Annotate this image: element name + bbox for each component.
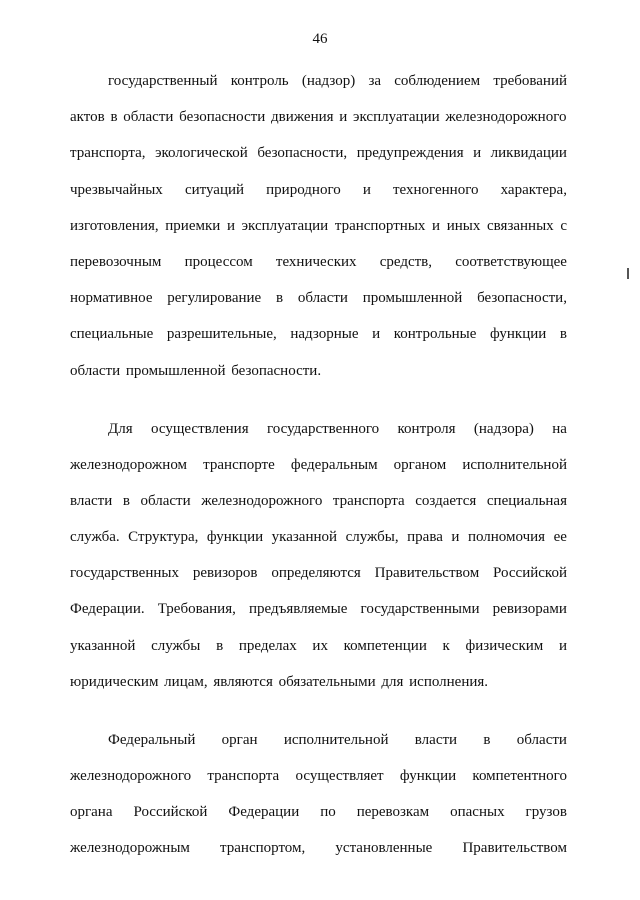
word: юридическим лицам, являются обязательными для исполнения. bbox=[70, 673, 489, 690]
word: в bbox=[559, 326, 567, 343]
word: Требования, bbox=[157, 601, 236, 618]
word: актов в области безопасности движения и эксплуатации железнодорожного bbox=[70, 109, 567, 126]
word: службы, bbox=[345, 529, 399, 546]
text-line bbox=[70, 215, 567, 237]
word: разрешительные, bbox=[166, 326, 277, 343]
word: Правительством bbox=[374, 565, 480, 582]
text-line bbox=[70, 765, 567, 787]
word: и bbox=[432, 217, 441, 234]
word: иных bbox=[446, 217, 481, 234]
word: связанных bbox=[487, 217, 554, 234]
word: природного bbox=[266, 181, 341, 198]
word: грузов bbox=[525, 804, 567, 821]
word: надзорные bbox=[290, 326, 359, 343]
word: власти bbox=[414, 731, 458, 748]
text-line bbox=[70, 671, 567, 693]
text-line bbox=[70, 360, 567, 382]
word: приемки bbox=[165, 217, 221, 234]
word: Федерации. bbox=[70, 601, 145, 618]
word: перевозочным bbox=[70, 253, 162, 270]
word: Российской bbox=[493, 565, 567, 582]
word: эксплуатации bbox=[241, 217, 329, 234]
word: в bbox=[483, 731, 491, 748]
word: (надзора) bbox=[473, 420, 534, 437]
text-line bbox=[70, 526, 567, 548]
word: Российской bbox=[133, 804, 208, 821]
text-line bbox=[70, 323, 567, 345]
word: средств, bbox=[379, 253, 433, 270]
word: железнодорожного bbox=[201, 492, 323, 509]
word: Для bbox=[108, 420, 133, 437]
word: транспортных bbox=[334, 217, 426, 234]
word: чрезвычайных bbox=[70, 181, 163, 198]
text-line bbox=[70, 635, 567, 657]
word: указанной bbox=[70, 637, 136, 654]
text-line bbox=[70, 562, 567, 584]
word: изготовления, bbox=[70, 217, 159, 234]
word: и bbox=[372, 326, 381, 343]
word: органа bbox=[70, 804, 113, 821]
text-line bbox=[70, 179, 567, 201]
word: федеральным bbox=[290, 456, 378, 473]
word: технических bbox=[275, 253, 357, 270]
word: транспорта bbox=[332, 492, 405, 509]
word: и bbox=[451, 529, 460, 546]
word: контрольные bbox=[393, 326, 477, 343]
text-line bbox=[70, 251, 567, 273]
text-line bbox=[70, 490, 567, 512]
word: за bbox=[368, 73, 382, 89]
text-line bbox=[70, 729, 567, 751]
word: компетенции bbox=[343, 637, 427, 654]
word: ситуаций bbox=[184, 181, 245, 198]
word: функции bbox=[206, 529, 264, 546]
text-line bbox=[70, 598, 567, 620]
word: транспорте bbox=[203, 456, 275, 473]
word: характера, bbox=[500, 181, 567, 198]
word: соблюдением bbox=[394, 73, 481, 89]
word: (надзор) bbox=[301, 73, 356, 89]
word: и bbox=[558, 637, 567, 654]
word: государственных bbox=[70, 565, 179, 582]
word: функции bbox=[490, 326, 547, 343]
word: компетентного bbox=[472, 768, 567, 784]
word: экологической bbox=[155, 145, 248, 162]
word: физическим bbox=[465, 637, 544, 654]
word: области bbox=[297, 290, 348, 307]
word: с bbox=[560, 217, 567, 234]
word: соответствующее bbox=[455, 253, 567, 270]
word: транспорта, bbox=[70, 145, 146, 162]
word: государственного bbox=[267, 420, 380, 437]
text-line bbox=[70, 837, 567, 859]
word: в bbox=[216, 637, 224, 654]
word: процессом bbox=[184, 253, 253, 270]
word: безопасности, bbox=[257, 145, 348, 162]
word: ревизорами bbox=[492, 601, 567, 618]
word: функции bbox=[399, 768, 457, 784]
word: опасных bbox=[450, 804, 505, 821]
word: на bbox=[552, 420, 567, 437]
word: предъявляемые bbox=[248, 601, 348, 618]
word: специальные bbox=[70, 326, 154, 343]
word: безопасности, bbox=[477, 290, 567, 307]
word: установленные bbox=[335, 840, 433, 857]
text-line bbox=[70, 454, 567, 476]
word: определяются bbox=[271, 565, 361, 582]
word: и bbox=[226, 217, 235, 234]
word: создается bbox=[415, 492, 477, 509]
word: Правительством bbox=[462, 840, 567, 857]
word: специальная bbox=[486, 492, 567, 509]
word: их bbox=[312, 637, 328, 654]
text-line bbox=[70, 106, 567, 128]
word: в bbox=[122, 492, 130, 509]
word: ревизоров bbox=[192, 565, 258, 582]
word: по bbox=[320, 804, 336, 821]
word: ее bbox=[553, 529, 567, 546]
word: предупреждения bbox=[356, 145, 464, 162]
word: государственными bbox=[360, 601, 480, 618]
word: промышленной bbox=[362, 290, 463, 307]
word: осуществляет bbox=[295, 768, 384, 784]
text-line bbox=[70, 418, 567, 440]
word: исполнительной bbox=[283, 731, 389, 748]
word: власти bbox=[70, 492, 113, 509]
word: железнодорожного bbox=[70, 768, 192, 784]
word: Структура, bbox=[128, 529, 199, 546]
word: указанной bbox=[271, 529, 338, 546]
word: служба. bbox=[70, 529, 120, 546]
word: области bbox=[140, 492, 191, 509]
word: исполнительной bbox=[462, 456, 567, 473]
word: области промышленной безопасности. bbox=[70, 362, 322, 379]
word: техногенного bbox=[393, 181, 479, 198]
text-line bbox=[70, 801, 567, 823]
word: и bbox=[362, 181, 371, 198]
word: области bbox=[516, 731, 567, 748]
word: транспортом, bbox=[220, 840, 306, 857]
word: полномочия bbox=[467, 529, 546, 546]
scan-mark bbox=[627, 268, 629, 279]
word: осуществления bbox=[151, 420, 249, 437]
word: службы bbox=[151, 637, 201, 654]
text-line bbox=[70, 70, 567, 92]
text-line bbox=[70, 287, 567, 309]
word: Федерации bbox=[228, 804, 300, 821]
word: к bbox=[442, 637, 450, 654]
document-body bbox=[70, 70, 567, 874]
word: регулирование bbox=[167, 290, 262, 307]
word: железнодорожным bbox=[70, 840, 190, 857]
word: нормативное bbox=[70, 290, 153, 307]
word: и bbox=[473, 145, 482, 162]
word: контроля bbox=[397, 420, 456, 437]
word: перевозкам bbox=[356, 804, 430, 821]
word: орган bbox=[221, 731, 258, 748]
word: пределах bbox=[238, 637, 297, 654]
word: в bbox=[275, 290, 284, 307]
word: органом bbox=[393, 456, 447, 473]
word: Федеральный bbox=[108, 731, 196, 748]
word: железнодорожном bbox=[70, 456, 188, 473]
word: права bbox=[407, 529, 443, 546]
word: транспорта bbox=[207, 768, 280, 784]
word: контроль bbox=[230, 73, 289, 89]
word: государственный bbox=[108, 73, 218, 89]
page-number: 46 bbox=[312, 31, 328, 47]
word: ликвидации bbox=[490, 145, 567, 162]
text-line bbox=[70, 142, 567, 164]
word: требований bbox=[493, 73, 567, 89]
